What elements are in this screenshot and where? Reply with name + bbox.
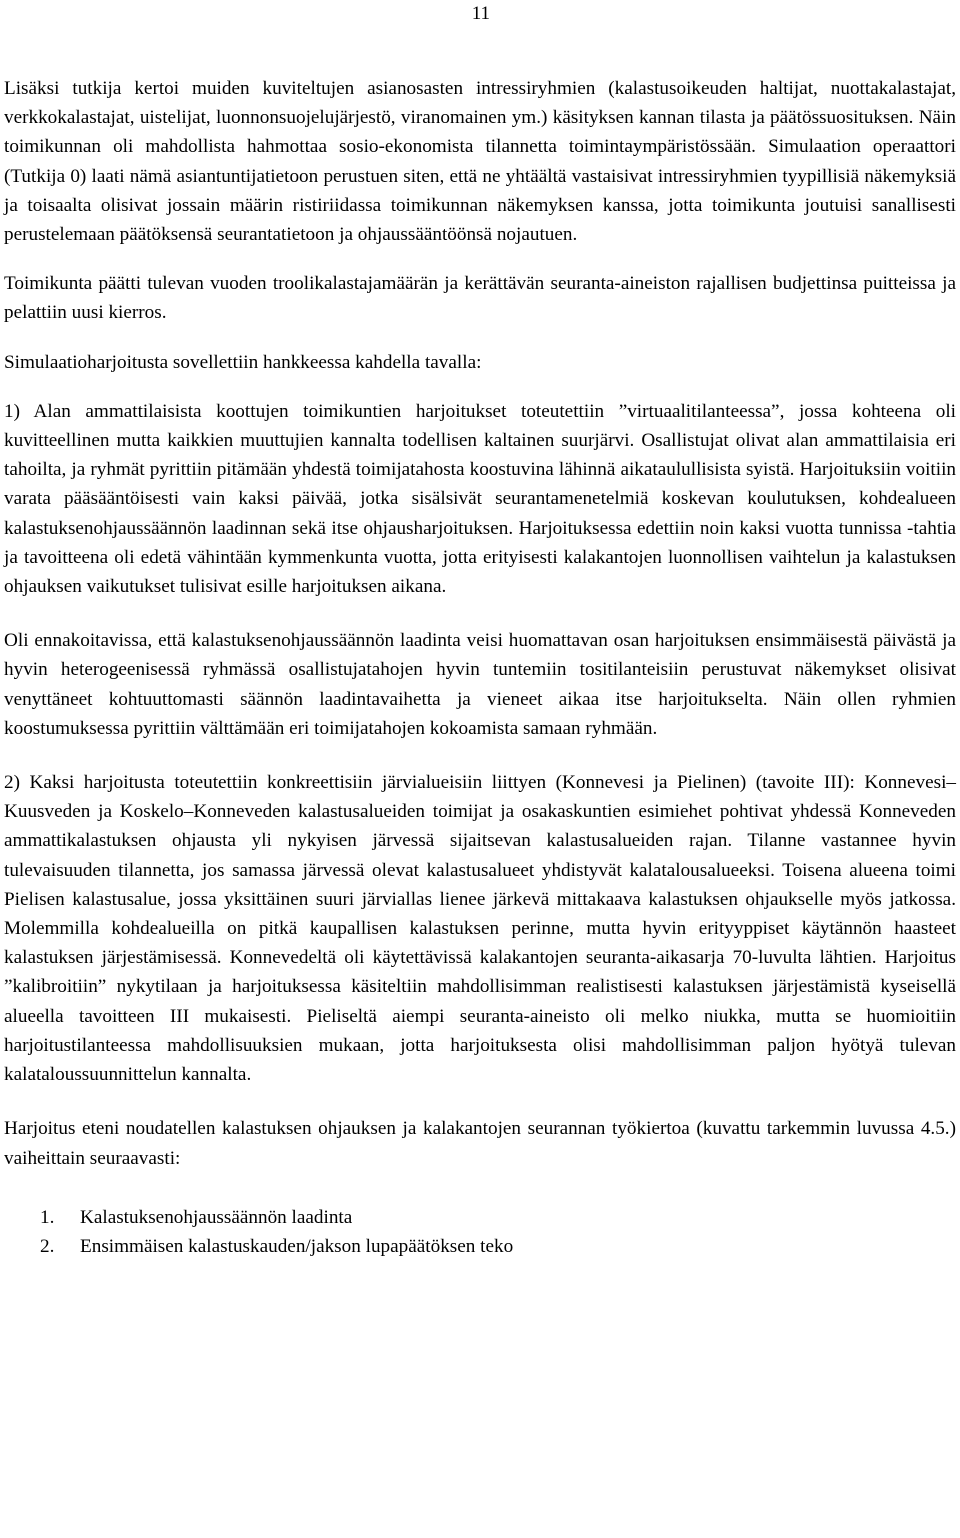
list-item-text: Kalastuksenohjaussäännön laadinta <box>80 1206 353 1228</box>
steps-list <box>4 1203 956 1261</box>
paragraph-exercise-steps: Harjoitus eteni noudatellen kalastuksen ohjauksen ja kalakantojen seurannan työkiertoa (kuvattu tarkemmin luvussa 4.5.) vaiheittain seuraavasti: <box>4 1118 956 1169</box>
list-item-number: 1. <box>40 1206 55 1228</box>
paragraph-stakeholder-views: Lisäksi tutkija kertoi muiden kuviteltujen asianosasten intressiryhmien (kalastusoikeuden haltijat, nuottakalastajat, verkkokalastajat, uistelijat, luonnonsuojelujärjestö, viranomainen ym.) käsityksen kannan tilasta ja päätössuosituksen. Näin toimikunnan oli mahdollista hahmottaa sosio-ekonomista tilannetta toimintaympäristössään. Simulaation operaattori (Tutkija 0) laati nämä asiantuntijatietoon perustuen siten, että ne yhtäältä vastaisivat intressiryhmien tyypillisiä näkemyksiä ja toisaalta olisivat jossain määrin ristiriidassa toimikunnan näkemyksen kanssa, jotta toimikunta joutuisi sanallisesti perustelemaan päätöksensä seurantatietoon ja ohjaussääntöönsä nojautuen. <box>4 78 956 246</box>
list-item <box>4 1232 956 1261</box>
list-item <box>4 1203 956 1232</box>
paragraph-application-intro: Simulaatioharjoitusta sovellettiin hankkeessa kahdella tavalla: <box>4 351 482 373</box>
page-number: 11 <box>471 3 490 24</box>
list-item-text: Ensimmäisen kalastuskauden/jakson lupapäätöksen teko <box>80 1235 514 1257</box>
paragraph-concrete-lakes: 2) Kaksi harjoitusta toteutettiin konkreettisiin järvialueisiin liittyen (Konnevesi ja Pielinen) (tavoite III): Konnevesi–Kuusveden ja Koskelo–Konneveden kalastusalueiden toimijat ja osakaskuntien esimiehet pohtivat yhdessä Konneveden ammattikalastuksen ohjausta yli nykyisen järvessä sijaitsevan kalastusalueiden rajan. Tilanne vastannee hyvin tulevaisuuden tilannetta, jos samassa järvessä olevat kalastusalueet yhdistyvät kalatalousalueeksi. Toisena alueena toimi Pielisen kalastusalue, jossa yksittäinen suuri järviallas lienee järkevä mittakaava kalastuksen ohjaukselle myös jatkossa. Molemmilla kohdealueilla on pitkä kaupallisen kalastuksen perinne, mutta hyvin erityyppiset käytännön haasteet kalastuksen järjestämisessä. Konnevedeltä oli käytettävissä kalakantojen seuranta-aikasarja 70-luvulta lähtien. Harjoitus ”kalibroitiin” nykytilaan ja harjoituksessa käsiteltiin mahdollisimman realistisesti kalastuksen järjestämistä kyseisellä alueella tavoitteen III mukaisesti. Pieliseltä aiempi seuranta-aineisto oli melko niukka, mutta se huomioitiin harjoitustilanteessa mahdollisuuksien mukaan, jotta harjoituksesta olisi mahdollisimman paljon hyötyä tulevan kalataloussuunnittelun kannalta. <box>4 772 956 1086</box>
page-content <box>4 74 956 1261</box>
paragraph-committee-decision: Toimikunta päätti tulevan vuoden troolikalastajamäärän ja kerättävän seuranta-aineiston rajallisen budjettinsa puitteissa ja pelattiin uusi kierros. <box>4 273 956 324</box>
list-item-number: 2. <box>40 1235 55 1257</box>
paragraph-group-composition: Oli ennakoitavissa, että kalastuksenohjaussäännön laadinta veisi huomattavan osan harjoituksen ensimmäisestä päivästä ja hyvin heterogeenisessä ryhmässä osallistujatahojen hyvin tuntemiin tositilanteisiin perustuvat näkemykset olisivat venyttäneet kohtuuttomasti säännön laadintavaihetta ja vieneet aikaa itse harjoitukselta. Näin ollen ryhmien koostumuksessa pyrittiin välttämään eri toimijatahojen kokoamista samaan ryhmään. <box>4 630 956 739</box>
paragraph-virtual-exercise: 1) Alan ammattilaisista koottujen toimikuntien harjoitukset toteutettiin ”virtuaalitilanteessa”, jossa kohteena oli kuvitteellinen mutta kaikkien muuttujien kannalta todellisen kaltainen suurjärvi. Osallistujat olivat alan ammattilaisia eri tahoilta, ja ryhmät pyrittiin pitämään yhdestä toimijatahosta koostuvina lähinnä aikataulullisista syistä. Harjoituksiin voitiin varata pääsääntöisesti vain kaksi päivää, jotka sisälsivät seurantamenetelmiä koskevan koulutuksen, kohdealueen kalastuksenohjaussäännön laadinnan sekä itse ohjausharjoituksen. Harjoituksessa edettiin noin kaksi vuotta tunnissa -tahtia ja tavoitteena oli edetä vähintään kymmenkunta vuotta, jotta erityisesti kalakantojen luonnollisen vaihtelun ja kalastuksen ohjauksen vaikutukset tulisivat esille harjoituksen aikana. <box>4 400 956 598</box>
